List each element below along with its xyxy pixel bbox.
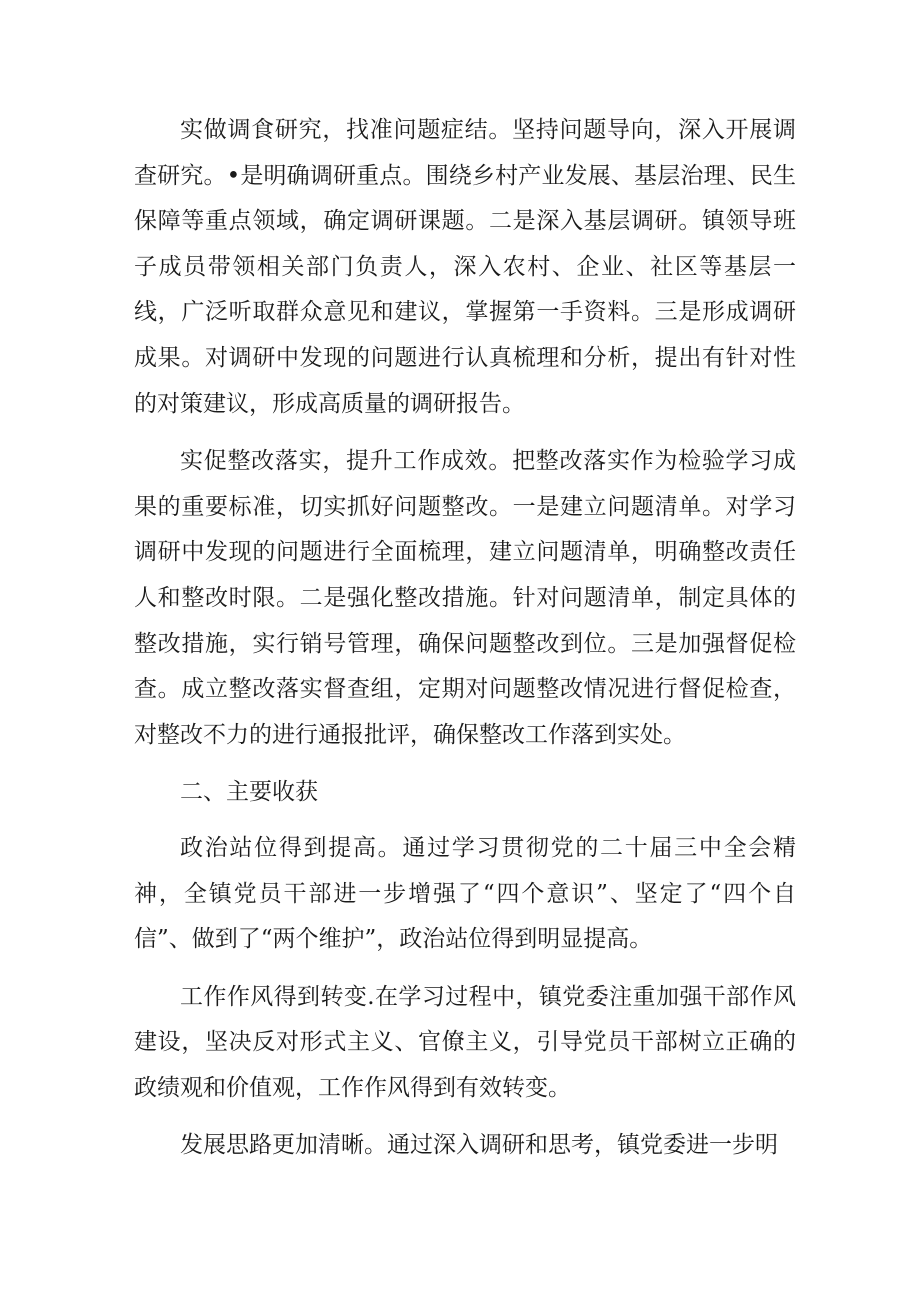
paragraph-development-ideas: 发展思路更加清晰。通过深入调研和思考，镇党委进一步明: [180, 1132, 778, 1159]
paragraph-political-stance: 政治站位得到提高。通过学习贯彻党的二十届三中全会精神，全镇党员干部进一步增强了“四个意识”、坚定了“四个自信”、做到了“两个维护”，政治站位得到明显提高。: [134, 834, 796, 953]
paragraph-research: 实做调食研究，找准问题症结。坚持问题导向，深入开展调查研究。•是明确调研重点。围绕乡村产业发展、基层治理、民生保障等重点领域，确定调研课题。二是深入基层调研。镇领导班子成员带领相关部门负责人，深入农村、企业、社区等基层一线，广泛听取群众意见和建议，掌握第一手资料。三是形成调研成果。对调研中发现的问题进行认真梳理和分析，提出有针对性的对策建议，形成高质量的调研报告。: [134, 117, 796, 417]
document-body: [134, 108, 796, 1169]
paragraph-work-style: 工作作风得到转变.在学习过程中，镇党委注重加强干部作风建设，坚决反对形式主义、官僚主义，引导党员干部树立正确的政绩观和价值观，工作作风得到有效转变。: [134, 983, 796, 1101]
section-heading: 二、主要收获: [180, 779, 318, 806]
paragraph-rectification: 实促整改落实，提升工作成效。把整改落实作为检验学习成果的重要标准，切实抓好问题整改。一是建立问题清单。对学习调研中发现的问题进行全面梳理，建立问题清单，明确整改责任人和整改时限。二是强化整改措施。针对问题清单，制定具体的整改措施，实行销号管理，确保问题整改到位。三是加强督促检查。成立整改落实督查组，定期对问题整改情况进行督促检查，对整改不力的进行通报批评，确保整改工作落到实处。: [134, 448, 796, 748]
